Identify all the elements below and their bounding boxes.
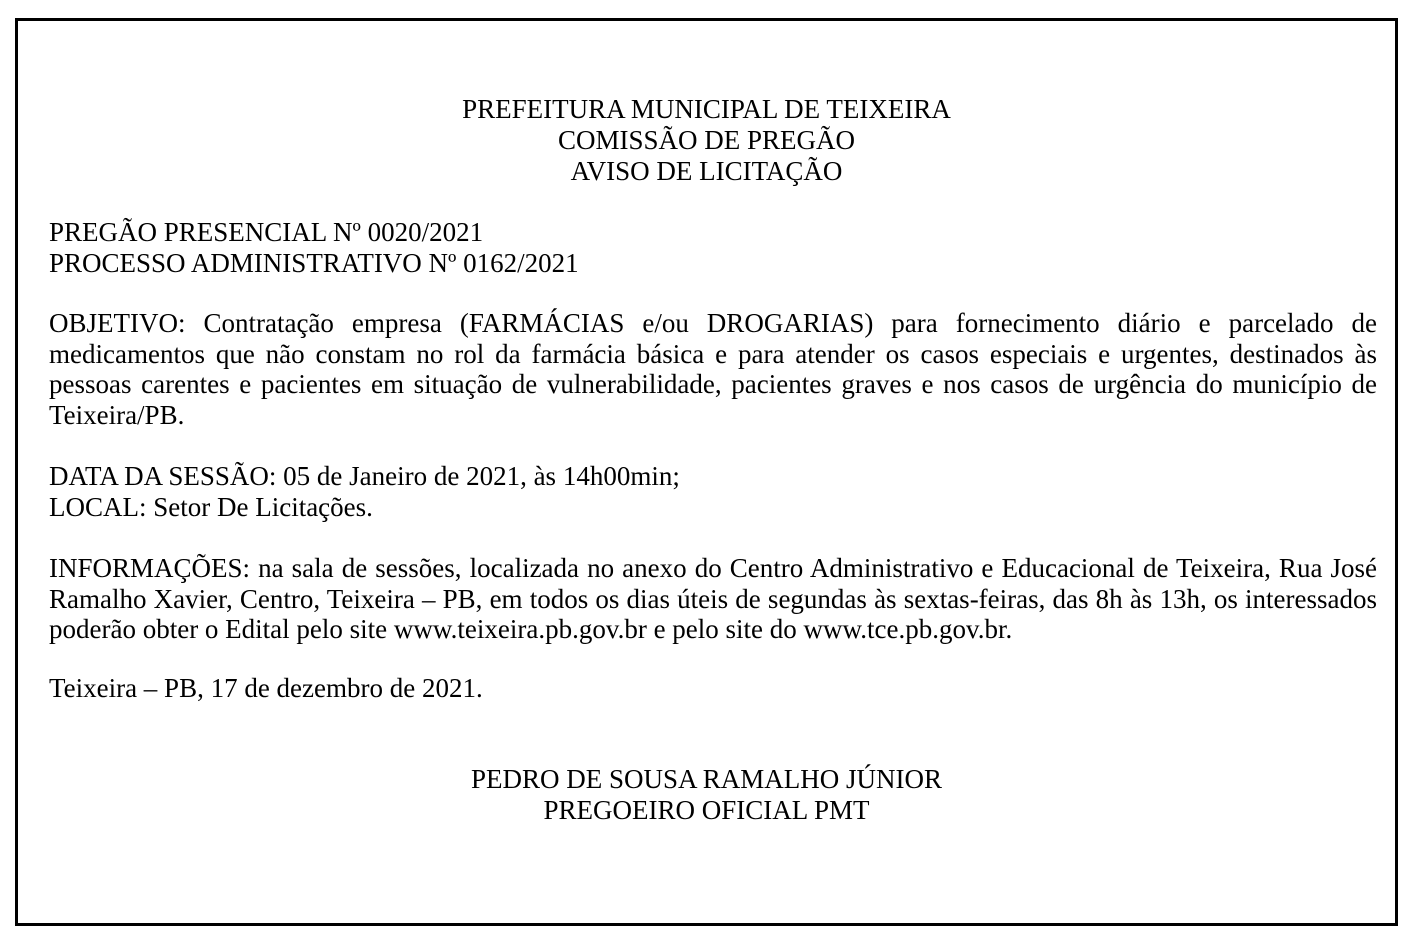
place-date-text: Teixeira – PB, 17 de dezembro de 2021. <box>49 673 483 703</box>
identification-block <box>49 217 1377 278</box>
session-block <box>49 461 1377 522</box>
information-block <box>49 553 1377 645</box>
objective-block <box>49 308 1377 430</box>
place-date-block <box>49 673 1377 704</box>
signatory-name: PEDRO DE SOUSA RAMALHO JÚNIOR <box>470 764 943 794</box>
signature-block <box>18 764 1395 826</box>
session-local: LOCAL: Setor De Licitações. <box>49 491 373 522</box>
signatory-role: PREGOEIRO OFICIAL PMT <box>543 795 870 825</box>
notice-header <box>18 94 1395 187</box>
pregao-number: PREGÃO PRESENCIAL Nº 0020/2021 <box>49 217 484 247</box>
header-municipality: PREFEITURA MUNICIPAL DE TEIXEIRA <box>462 94 951 124</box>
information-text: INFORMAÇÕES: na sala de sessões, localizada no anexo do Centro Administrativo e Educacional de Teixeira, Rua José Ramalho Xavier, Centro, Teixeira – PB, em todos os dias úteis de segundas às sextas-feiras, das 8h às 13h, os interessados poderão obter o Edital pelo site www.teixeira.pb.gov.br e pelo site do www.tce.pb.gov.br. <box>49 553 1377 644</box>
header-notice-title: AVISO DE LICITAÇÃO <box>570 156 843 186</box>
processo-number: PROCESSO ADMINISTRATIVO Nº 0162/2021 <box>49 247 579 278</box>
header-commission: COMISSÃO DE PREGÃO <box>557 125 856 155</box>
objective-text: OBJETIVO: Contratação empresa (FARMÁCIAS e/ou DROGARIAS) para fornecimento diário e parcelado de medicamentos que não constam no rol da farmácia básica e para atender os casos especiais e urgentes, destinados às pessoas carentes e pacientes em situação de vulnerabilidade, pacientes graves e nos casos de urgência do município de Teixeira/PB. <box>49 308 1377 430</box>
session-date: DATA DA SESSÃO: 05 de Janeiro de 2021, às 14h00min; <box>49 461 680 491</box>
notice-frame <box>15 18 1398 926</box>
